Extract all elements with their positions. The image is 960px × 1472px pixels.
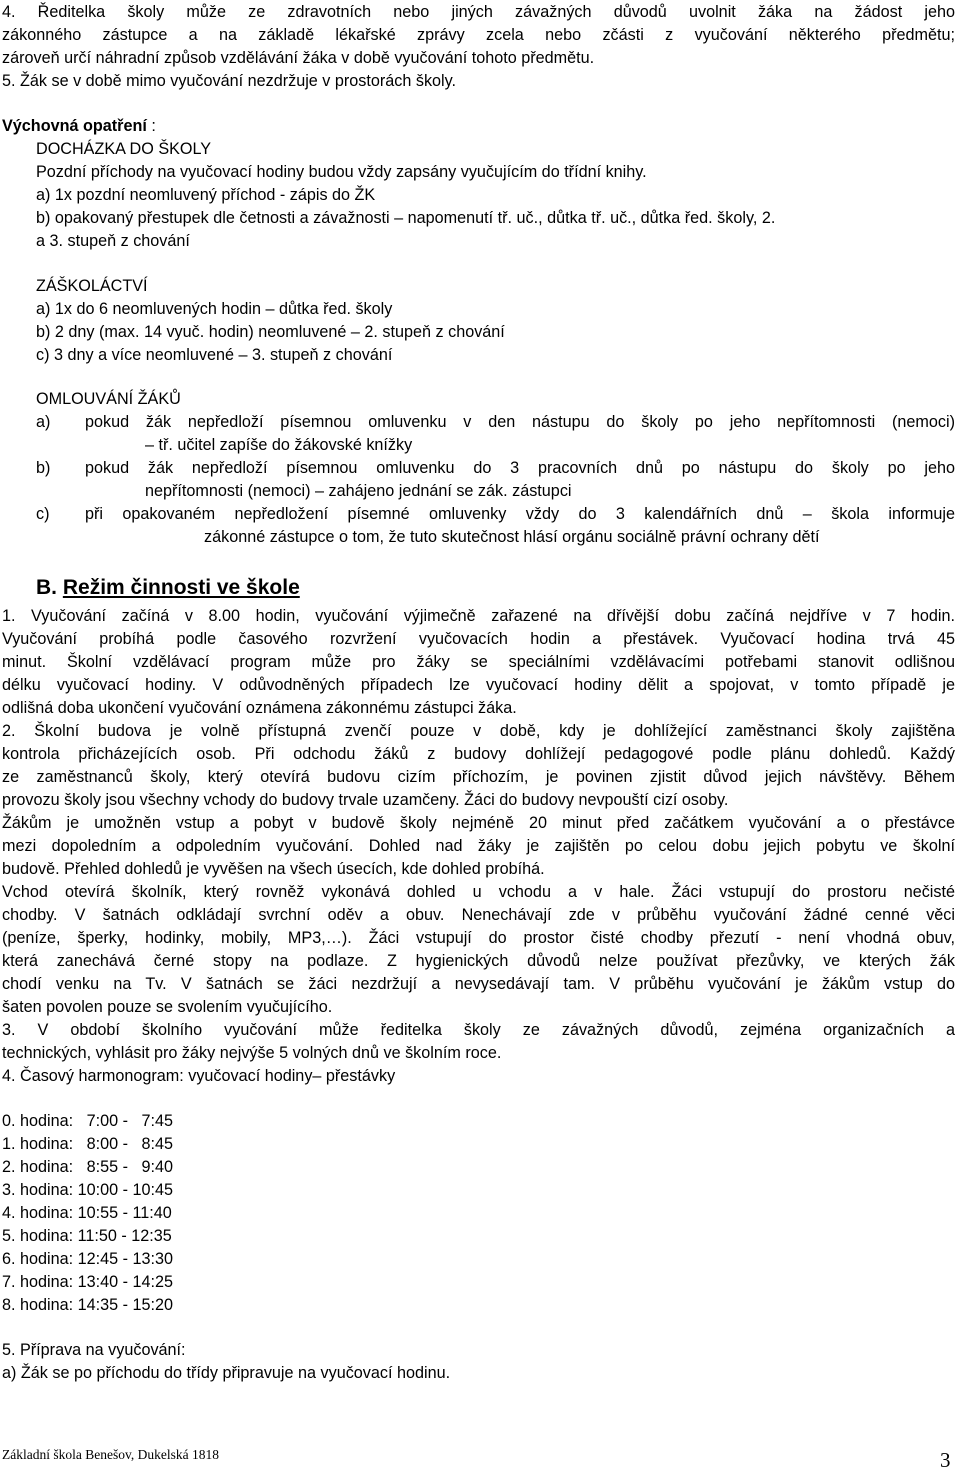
schedule-row: 3. hodina: 10:00 - 10:45 — [2, 1181, 174, 1199]
paragraph-line: chodby. V šatnách odkládají svrchní oděv a obuv. Nenechávají zde v průběhu vyučování žádné cenné věci — [2, 906, 955, 924]
schedule-row: 5. hodina: 11:50 - 12:35 — [2, 1227, 172, 1245]
measures-title-row — [2, 118, 156, 134]
paragraph-line: minut. Školní vzdělávací program může pro žáky se speciálními vzdělávacími potřebami stanovit odlišnou — [2, 653, 955, 671]
late-intro: Pozdní příchody na vyučovací hodiny budou vždy zapsány vyučujícím do třídní knihy. — [36, 163, 647, 181]
schedule-row: 6. hodina: 12:45 - 13:30 — [2, 1250, 174, 1268]
paragraph-line: kontrola přicházejících osob. Při odchodu žáků z budovy dohlížejí pedagogové podle plánu dohledů. Každý — [2, 745, 955, 763]
paragraph-line: 1. Vyučování začíná v 8.00 hodin, vyučování výjimečně zařazené na dřívější dobu začíná nejdříve v 7 hodin. — [2, 607, 955, 625]
list-item: c) 3 dny a více neomluvené – 3. stupeň z chování — [36, 346, 393, 364]
schedule-row: 1. hodina: 8:00 - 8:45 — [2, 1135, 173, 1153]
paragraph-line: která zanechává černé stopy na podlaze. Z hygienických důvodů nelze používat přezůvky, ve kterých žák — [2, 952, 955, 970]
list-item-continuation: – tř. učitel zapíše do žákovské knížky — [145, 436, 413, 454]
list-item-continuation: zákonné zástupce o tom, že tuto skutečnost hlásí orgánu sociálně právní ochrany dětí — [204, 528, 820, 546]
paragraph-line: budově. Přehled dohledů je vyvěšen na všech úsecích, kde dohled probíhá. — [2, 860, 545, 878]
schedule-row: 7. hodina: 13:40 - 14:25 — [2, 1273, 174, 1291]
paragraph-line: ze zaměstnanců školy, který otevírá budovu cizím příchozím, je povinen zjistit důvod jejich návštěvy. Během — [2, 768, 955, 786]
list-item-continuation: nepřítomnosti (nemoci) – zahájeno jednání se zák. zástupci — [145, 482, 572, 500]
schedule-row: 2. hodina: 8:55 - 9:40 — [2, 1158, 173, 1176]
list-item: a) 1x do 6 neomluvených hodin – důtka řed. školy — [36, 300, 393, 318]
measures-title-colon: : — [146, 117, 156, 135]
section-prefix: B. — [36, 576, 57, 599]
paragraph-line: délku vyučovací hodiny. V odůvodněných případech lze vyučovací hodiny dělit a spojovat, v tomto případě je — [2, 676, 955, 694]
section-title: Režim činnosti ve škole — [62, 576, 300, 599]
paragraph-line: Vyučování probíhá podle časového rozvržení vyučovacích hodin a přestávek. Vyučovací hodina trvá 45 — [2, 630, 955, 648]
attendance-heading: DOCHÁZKA DO ŠKOLY — [36, 140, 212, 158]
paragraph-line: zákonného zástupce a na základě lékařské zprávy zcela nebo zčásti z vyučování některého předmětu; — [2, 26, 955, 44]
paragraph-line: Vchod otevírá školník, který rovněž vykonává dohled u vchodu a v hale. Žáci vstupují do prostoru nečisté — [2, 883, 955, 901]
paragraph-line: 2. Školní budova je volně přístupná zvenčí pouze v době, kdy je dohlížející zaměstnanci školy zajištěna — [2, 722, 955, 740]
section-heading — [36, 577, 300, 598]
paragraph-line: technických, vyhlásit pro žáky nejvýše 5 volných dnů ve školním roce. — [2, 1044, 502, 1062]
list-item-label: b) — [36, 459, 51, 477]
list-item: pokud žák nepředloží písemnou omluvenku v den nástupu do školy po jeho nepřítomnosti (nemoci) — [85, 413, 955, 431]
measures-title: Výchovná opatření — [2, 117, 147, 135]
list-item-label: a) — [36, 413, 51, 431]
footer-school: Základní škola Benešov, Dukelská 1818 — [2, 1447, 219, 1462]
excuse-heading: OMLOUVÁNÍ ŽÁKŮ — [36, 390, 181, 408]
list-item: pokud žák nepředloží písemnou omluvenku do 3 pracovních dnů po nástupu do školy po jeho — [85, 459, 955, 477]
paragraph-line: chodí venku na Tv. V šatnách se žáci nezdržují a nevysedávají tam. V průběhu vyučování je žákům vstup do — [2, 975, 955, 993]
paragraph-line: odlišná doba ukončení vyučování oznámena zákonnému zástupci žáka. — [2, 699, 517, 717]
schedule-row: 4. hodina: 10:55 - 11:40 — [2, 1204, 172, 1222]
paragraph-line: 4. Časový harmonogram: vyučovací hodiny– přestávky — [2, 1067, 396, 1085]
list-item: b) 2 dny (max. 14 vyuč. hodin) neomluvené – 2. stupeň z chování — [36, 323, 505, 341]
list-item: b) opakovaný přestupek dle četnosti a závažnosti – napomenutí tř. uč., důtka tř. uč., důtka řed. školy, 2. — [36, 209, 776, 227]
prep-heading: 5. Příprava na vyučování: — [2, 1341, 186, 1359]
paragraph-line: 4. Ředitelka školy může ze zdravotních nebo jiných závažných důvodů uvolnit žáka na žádost jeho — [2, 3, 955, 21]
schedule-row: 8. hodina: 14:35 - 15:20 — [2, 1296, 174, 1314]
prep-item: a) Žák se po příchodu do třídy připravuje na vyučovací hodinu. — [2, 1364, 451, 1382]
list-item: při opakovaném nepředložení písemné omluvenky vždy do 3 kalendářních dnů – škola informuje — [85, 505, 955, 523]
list-item: a) 1x pozdní neomluvený příchod - zápis do ŽK — [36, 186, 376, 204]
paragraph-line: 5. Žák se v době mimo vyučování nezdržuje v prostorách školy. — [2, 72, 457, 90]
paragraph-line: šaten povolen pouze se svolením vyučujícího. — [2, 998, 333, 1016]
paragraph-line: provozu školy jsou všechny vchody do budovy trvale uzamčeny. Žáci do budovy nevpouští cizí osoby. — [2, 791, 729, 809]
paragraph-line: mezi dopoledním a odpoledním vyučování. Dohled nad žáky je zajištěn po celou dobu jejich pobytu ve školní — [2, 837, 955, 855]
list-item-continuation: a 3. stupeň z chování — [36, 232, 190, 250]
list-item-label: c) — [36, 505, 50, 523]
paragraph-line: 3. V období školního vyučování může ředitelka školy ze závažných důvodů, zejména organizačních a — [2, 1021, 955, 1039]
page-number: 3 — [940, 1448, 951, 1472]
truancy-heading: ZÁŠKOLÁCTVÍ — [36, 277, 148, 295]
paragraph-line: zároveň určí náhradní způsob vzdělávání žáka v době vyučování tohoto předmětu. — [2, 49, 595, 67]
schedule-row: 0. hodina: 7:00 - 7:45 — [2, 1112, 173, 1130]
paragraph-line: Žákům je umožněn vstup a pobyt v budově školy nejméně 20 minut před začátkem vyučování a o přestávce — [2, 814, 955, 832]
paragraph-line: (peníze, šperky, hodinky, mobily, MP3,…). Žáci vstupují do prostor čisté chodby přezutí - není vhodná obuv, — [2, 929, 955, 947]
